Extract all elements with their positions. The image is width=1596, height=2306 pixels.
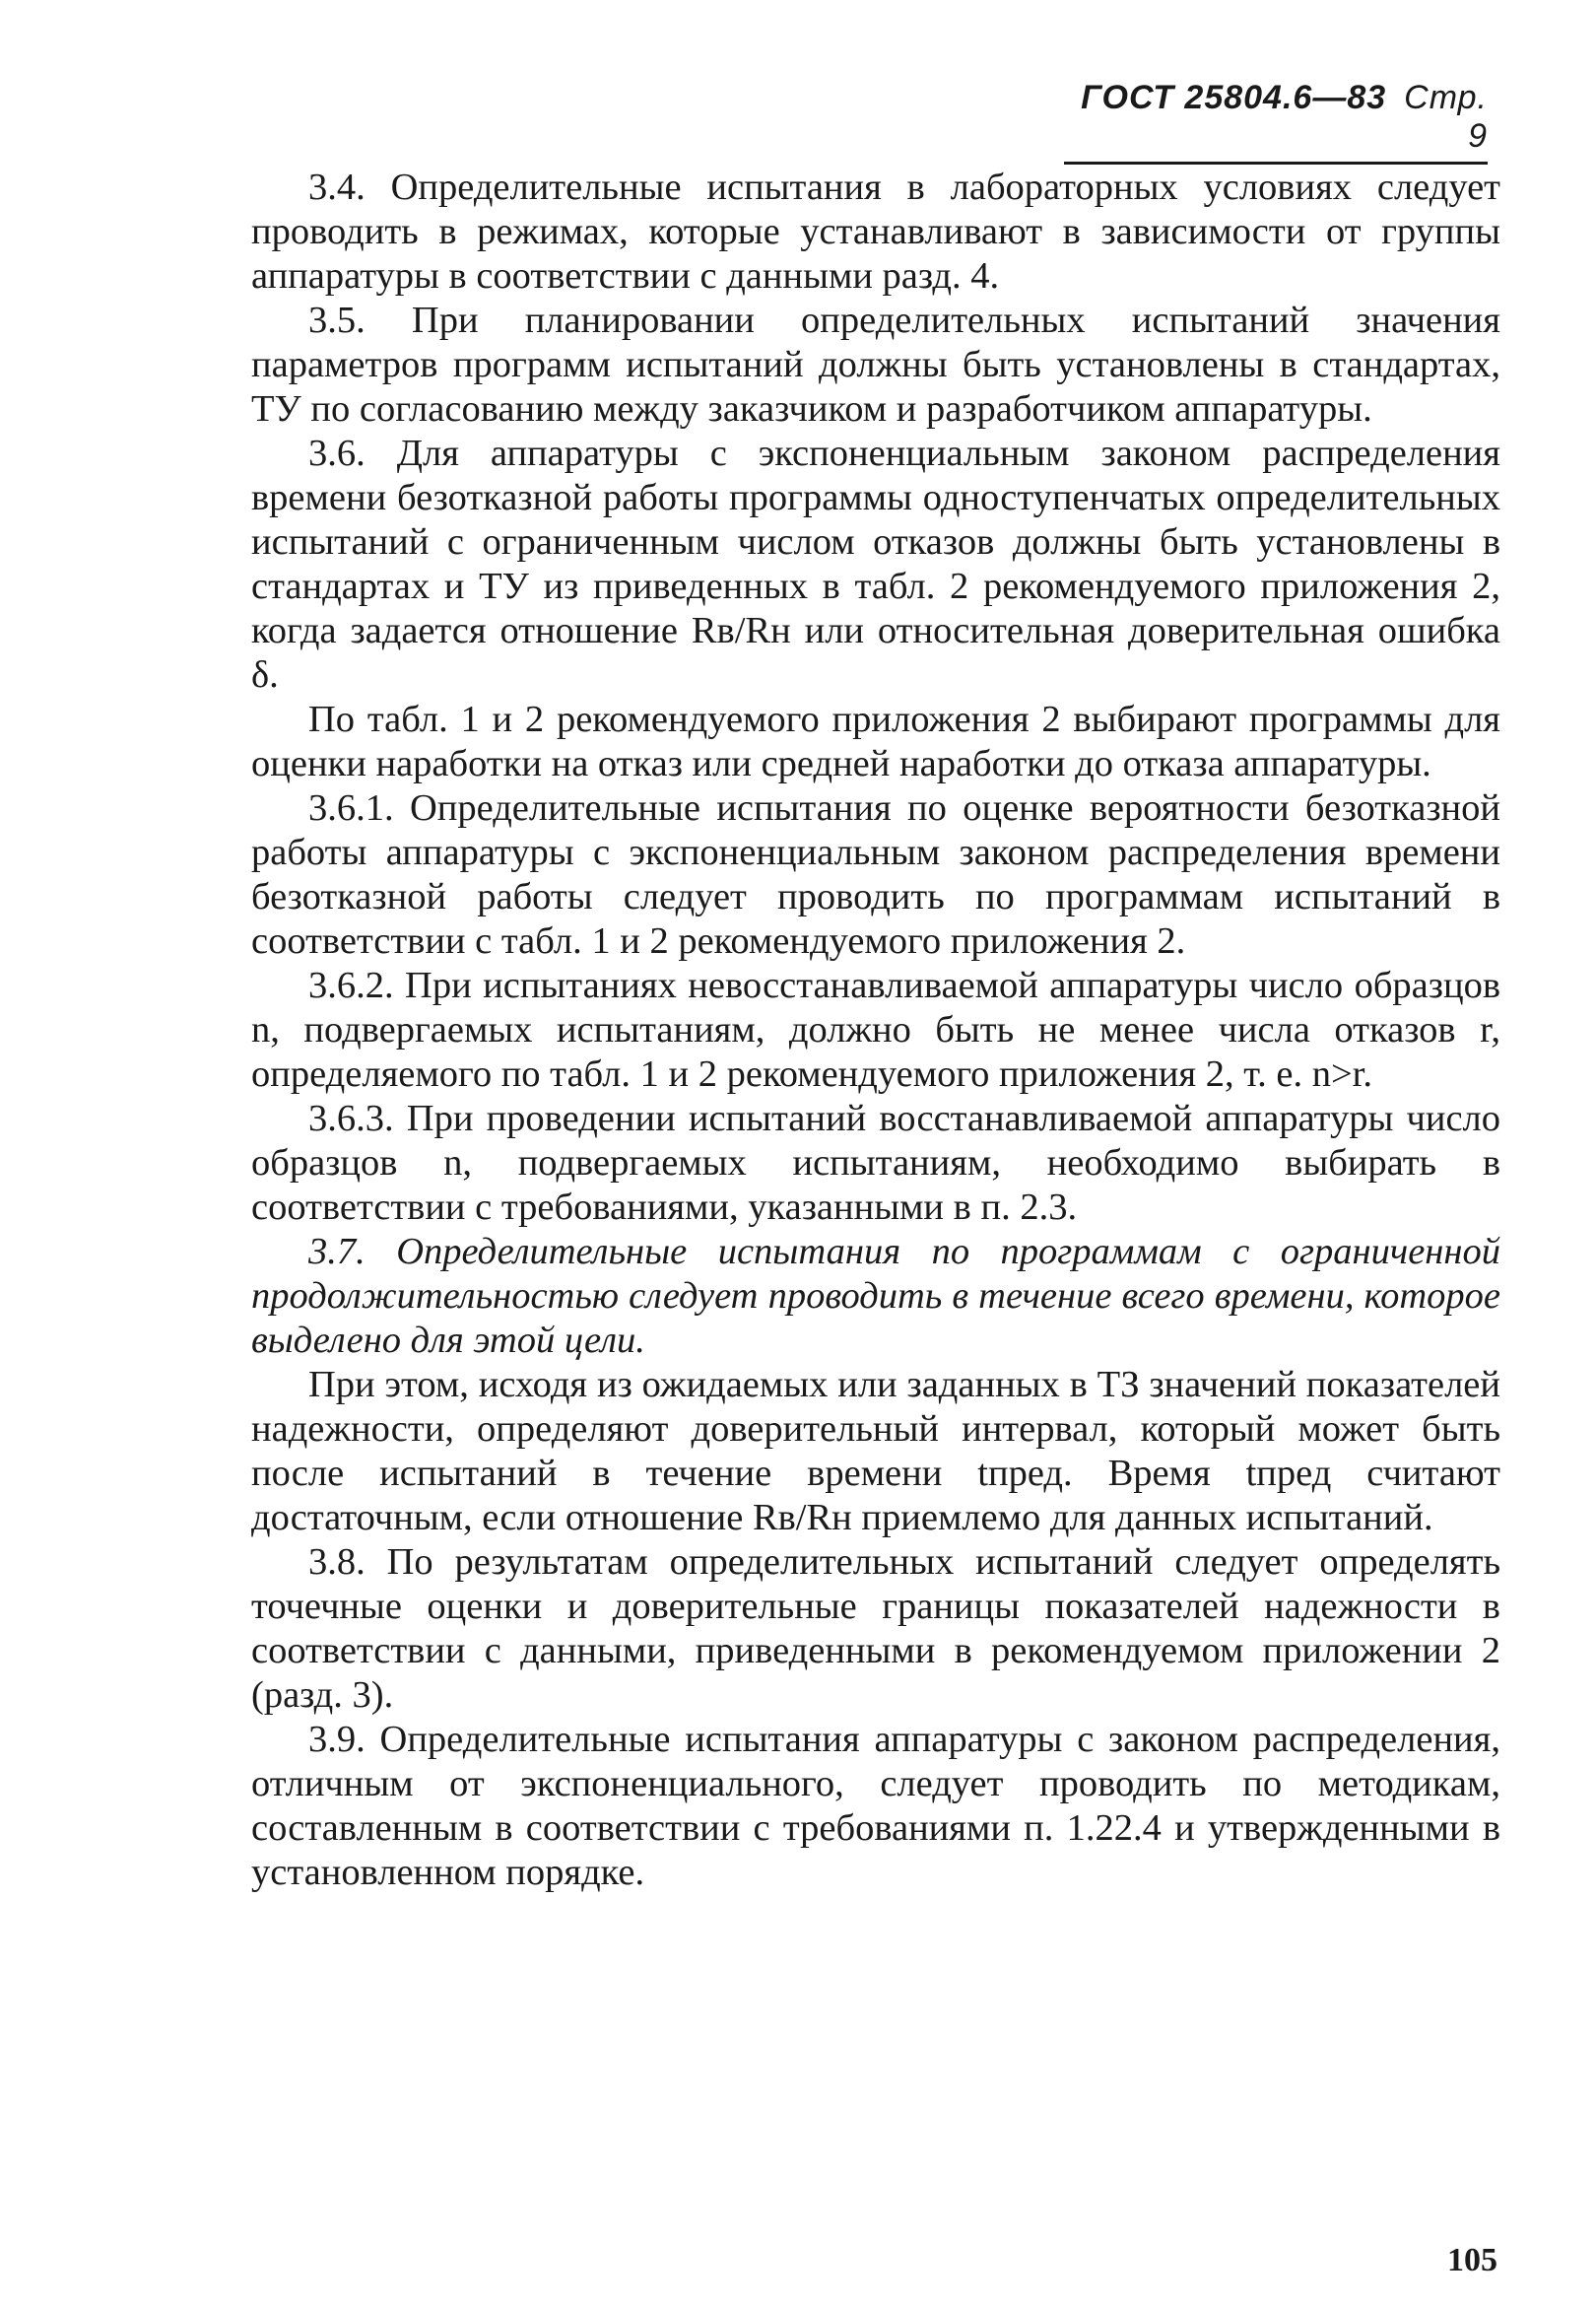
page-number: 105 — [1447, 2242, 1497, 2278]
running-header — [1064, 79, 1488, 165]
paragraph-3-8: 3.8. По результатам определительных испытаний следует определять точечные оценки и доверительные границы показателей надежности в соответствии с данными, приведенными в рекомендуемом приложении 2 (разд. 3). — [251, 1541, 1500, 1716]
paragraph-3-9: 3.9. Определительные испытания аппаратуры с законом распределения, отличным от экспоненциального, следует проводить по методикам, составленным в соответствии с требованиями п. 1.22.4 и утвержденными в установленном порядке. — [251, 1719, 1500, 1893]
paragraph-3-5: 3.5. При планировании определительных испытаний значения параметров программ испытаний должны быть установлены в стандартах, ТУ по согласованию между заказчиком и разработчиком аппаратуры. — [251, 300, 1500, 430]
page-label: Стр. 9 — [1404, 79, 1488, 155]
body-text — [251, 166, 1500, 1895]
paragraph-3-7: 3.7. Определительные испытания по программам с ограниченной продолжительностью следует проводить в течение всего времени, которое выделено для этой цели. — [251, 1231, 1500, 1361]
paragraph-3-6-2: 3.6.2. При испытаниях невосстанавливаемой аппаратуры число образцов n, подвергаемых испытаниям, должно быть не менее числа отказов r, определяемого по табл. 1 и 2 рекомендуемого приложения 2, т. е. n>r. — [251, 965, 1500, 1095]
paragraph-3-6: 3.6. Для аппаратуры с экспоненциальным законом распределения времени безотказной работы программы одноступенчатых определительных испытаний с ограниченным числом отказов должны быть установлены в стандартах и ТУ из приведенных в табл. 2 рекомендуемого приложения 2, когда задается отношение Rв/Rн или относительная доверительная ошибка δ. — [251, 433, 1500, 696]
paragraph-3-6-note: По табл. 1 и 2 рекомендуемого приложения 2 выбирают программы для оценки наработки на отказ или средней наработки до отказа аппаратуры. — [251, 699, 1500, 784]
paragraph-3-7-note: При этом, исходя из ожидаемых или заданных в ТЗ значений показателей надежности, определяют доверительный интервал, который может быть после испытаний в течение времени tпред. Время tпред считают достаточным, если отношение Rв/Rн приемлемо для данных испытаний. — [251, 1364, 1500, 1538]
paragraph-3-6-3: 3.6.3. При проведении испытаний восстанавливаемой аппаратуры число образцов n, подвергаемых испытаниям, необходимо выбирать в соответствии с требованиями, указанными в п. 2.3. — [251, 1098, 1500, 1228]
standard-number: ГОСТ 25804.6—83 — [1081, 79, 1387, 116]
paragraph-3-6-1: 3.6.1. Определительные испытания по оценке вероятности безотказной работы аппаратуры с экспоненциальным законом распределения времени безотказной работы следует проводить по программам испытаний в соответствии с табл. 1 и 2 рекомендуемого приложения 2. — [251, 787, 1500, 962]
paragraph-3-4: 3.4. Определительные испытания в лабораторных условиях следует проводить в режимах, которые устанавливают в зависимости от группы аппаратуры в соответствии с данными разд. 4. — [251, 167, 1500, 297]
